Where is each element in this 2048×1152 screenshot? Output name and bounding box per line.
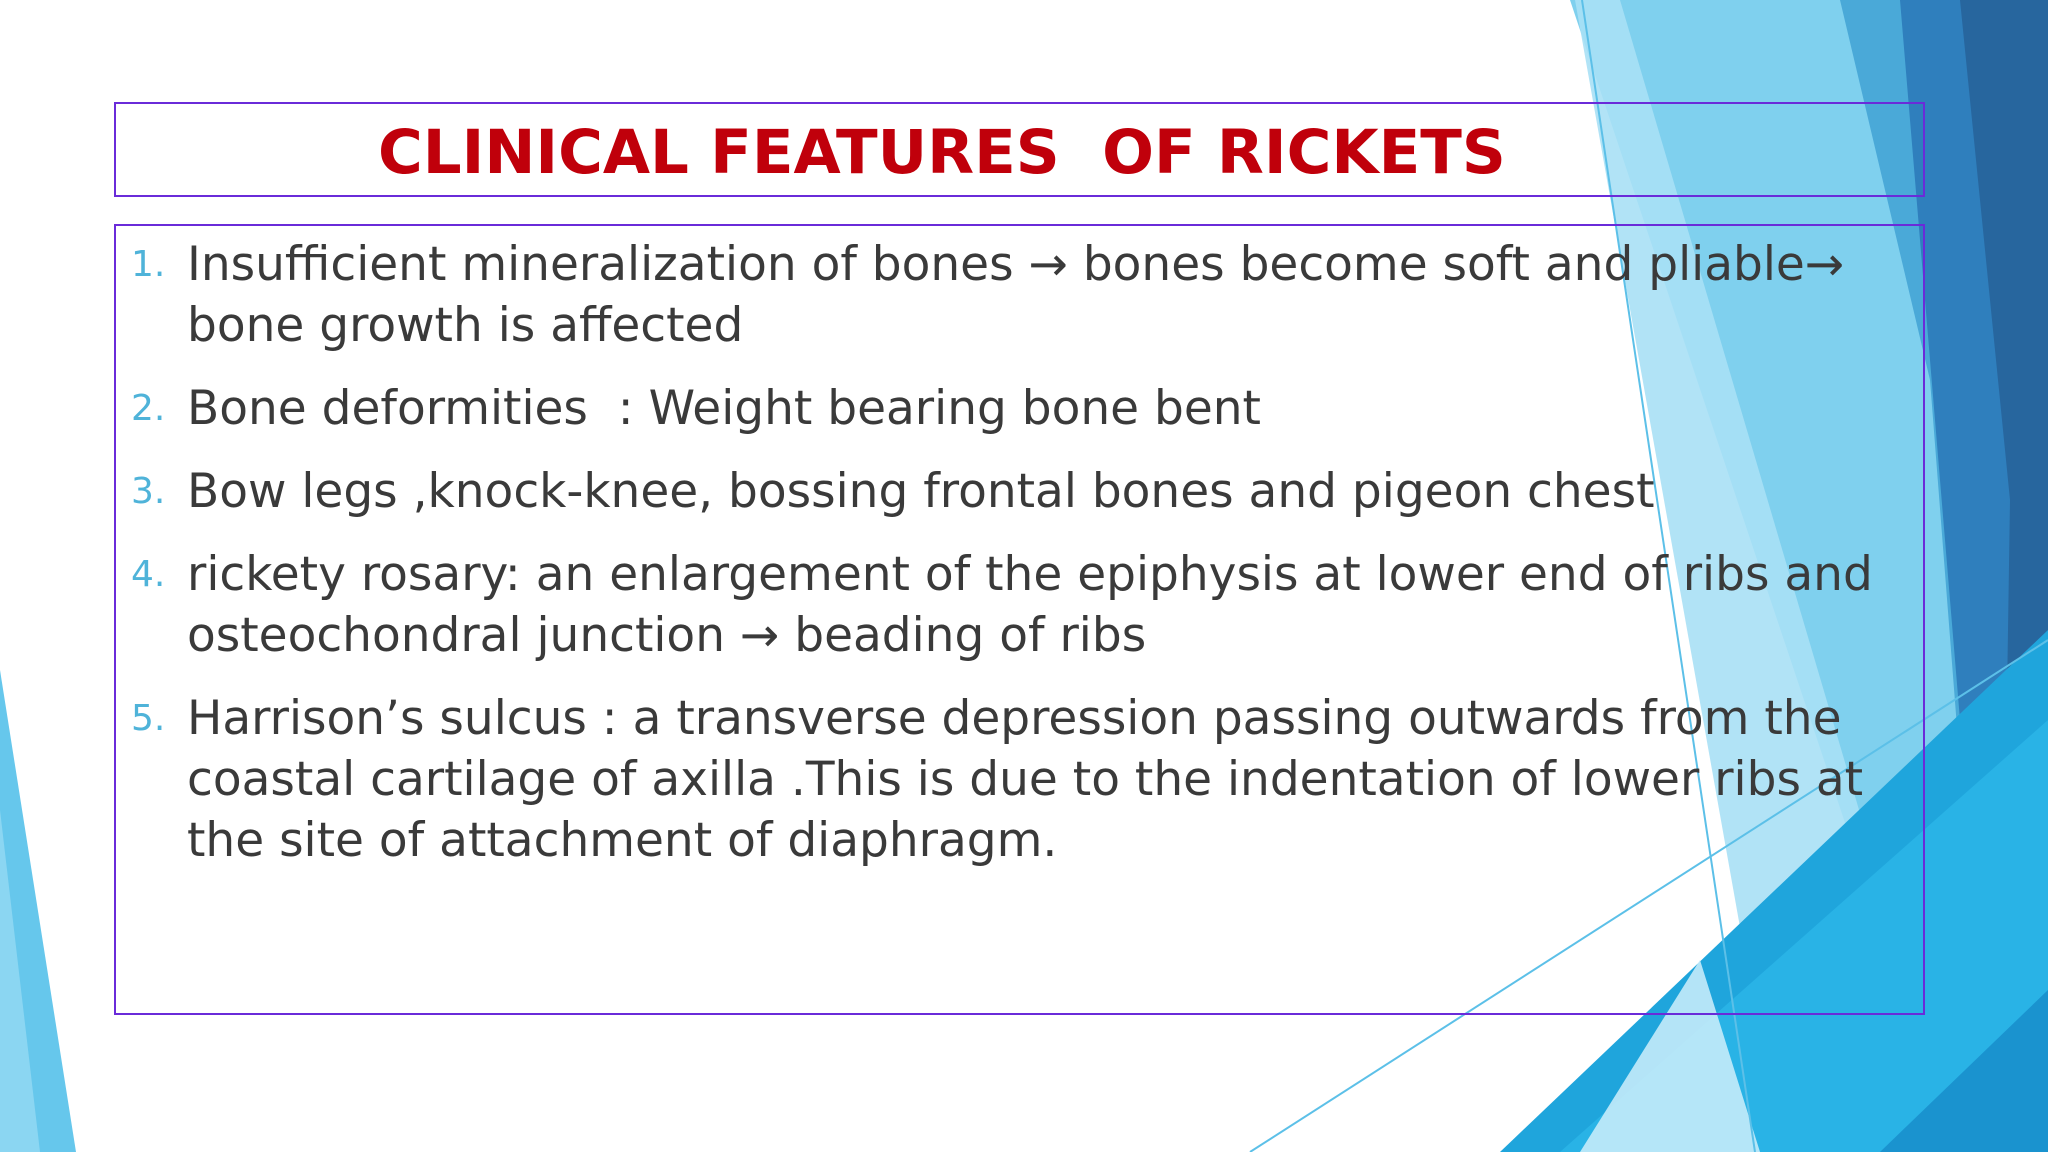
item-number: 3. — [131, 471, 166, 512]
slide-title: CLINICAL FEATURES OF RICKETS — [378, 117, 1506, 188]
item-text-line: Insufficient mineralization of bones → bones become soft and pliable→ — [187, 237, 1845, 292]
item-number: 5. — [131, 698, 166, 739]
item-number: 1. — [131, 244, 166, 285]
item-text-line: bone growth is affected — [187, 298, 744, 353]
item-text-line: osteochondral junction → beading of ribs — [187, 608, 1147, 663]
item-text-line: rickety rosary: an enlargement of the epiphysis at lower end of ribs and — [187, 547, 1873, 602]
item-text-line: the site of attachment of diaphragm. — [187, 813, 1058, 868]
item-number: 4. — [131, 554, 166, 595]
title-box — [114, 102, 1925, 197]
item-number: 2. — [131, 388, 166, 429]
item-text-line: Bow legs ,knock-knee, bossing frontal bones and pigeon chest — [187, 464, 1655, 519]
item-text-line: Bone deformities : Weight bearing bone bent — [187, 381, 1261, 436]
content-box — [114, 224, 1925, 1015]
item-text-line: Harrison’s sulcus : a transverse depression passing outwards from the — [187, 691, 1842, 746]
item-text-line: coastal cartilage of axilla .This is due to the indentation of lower ribs at — [187, 752, 1864, 807]
